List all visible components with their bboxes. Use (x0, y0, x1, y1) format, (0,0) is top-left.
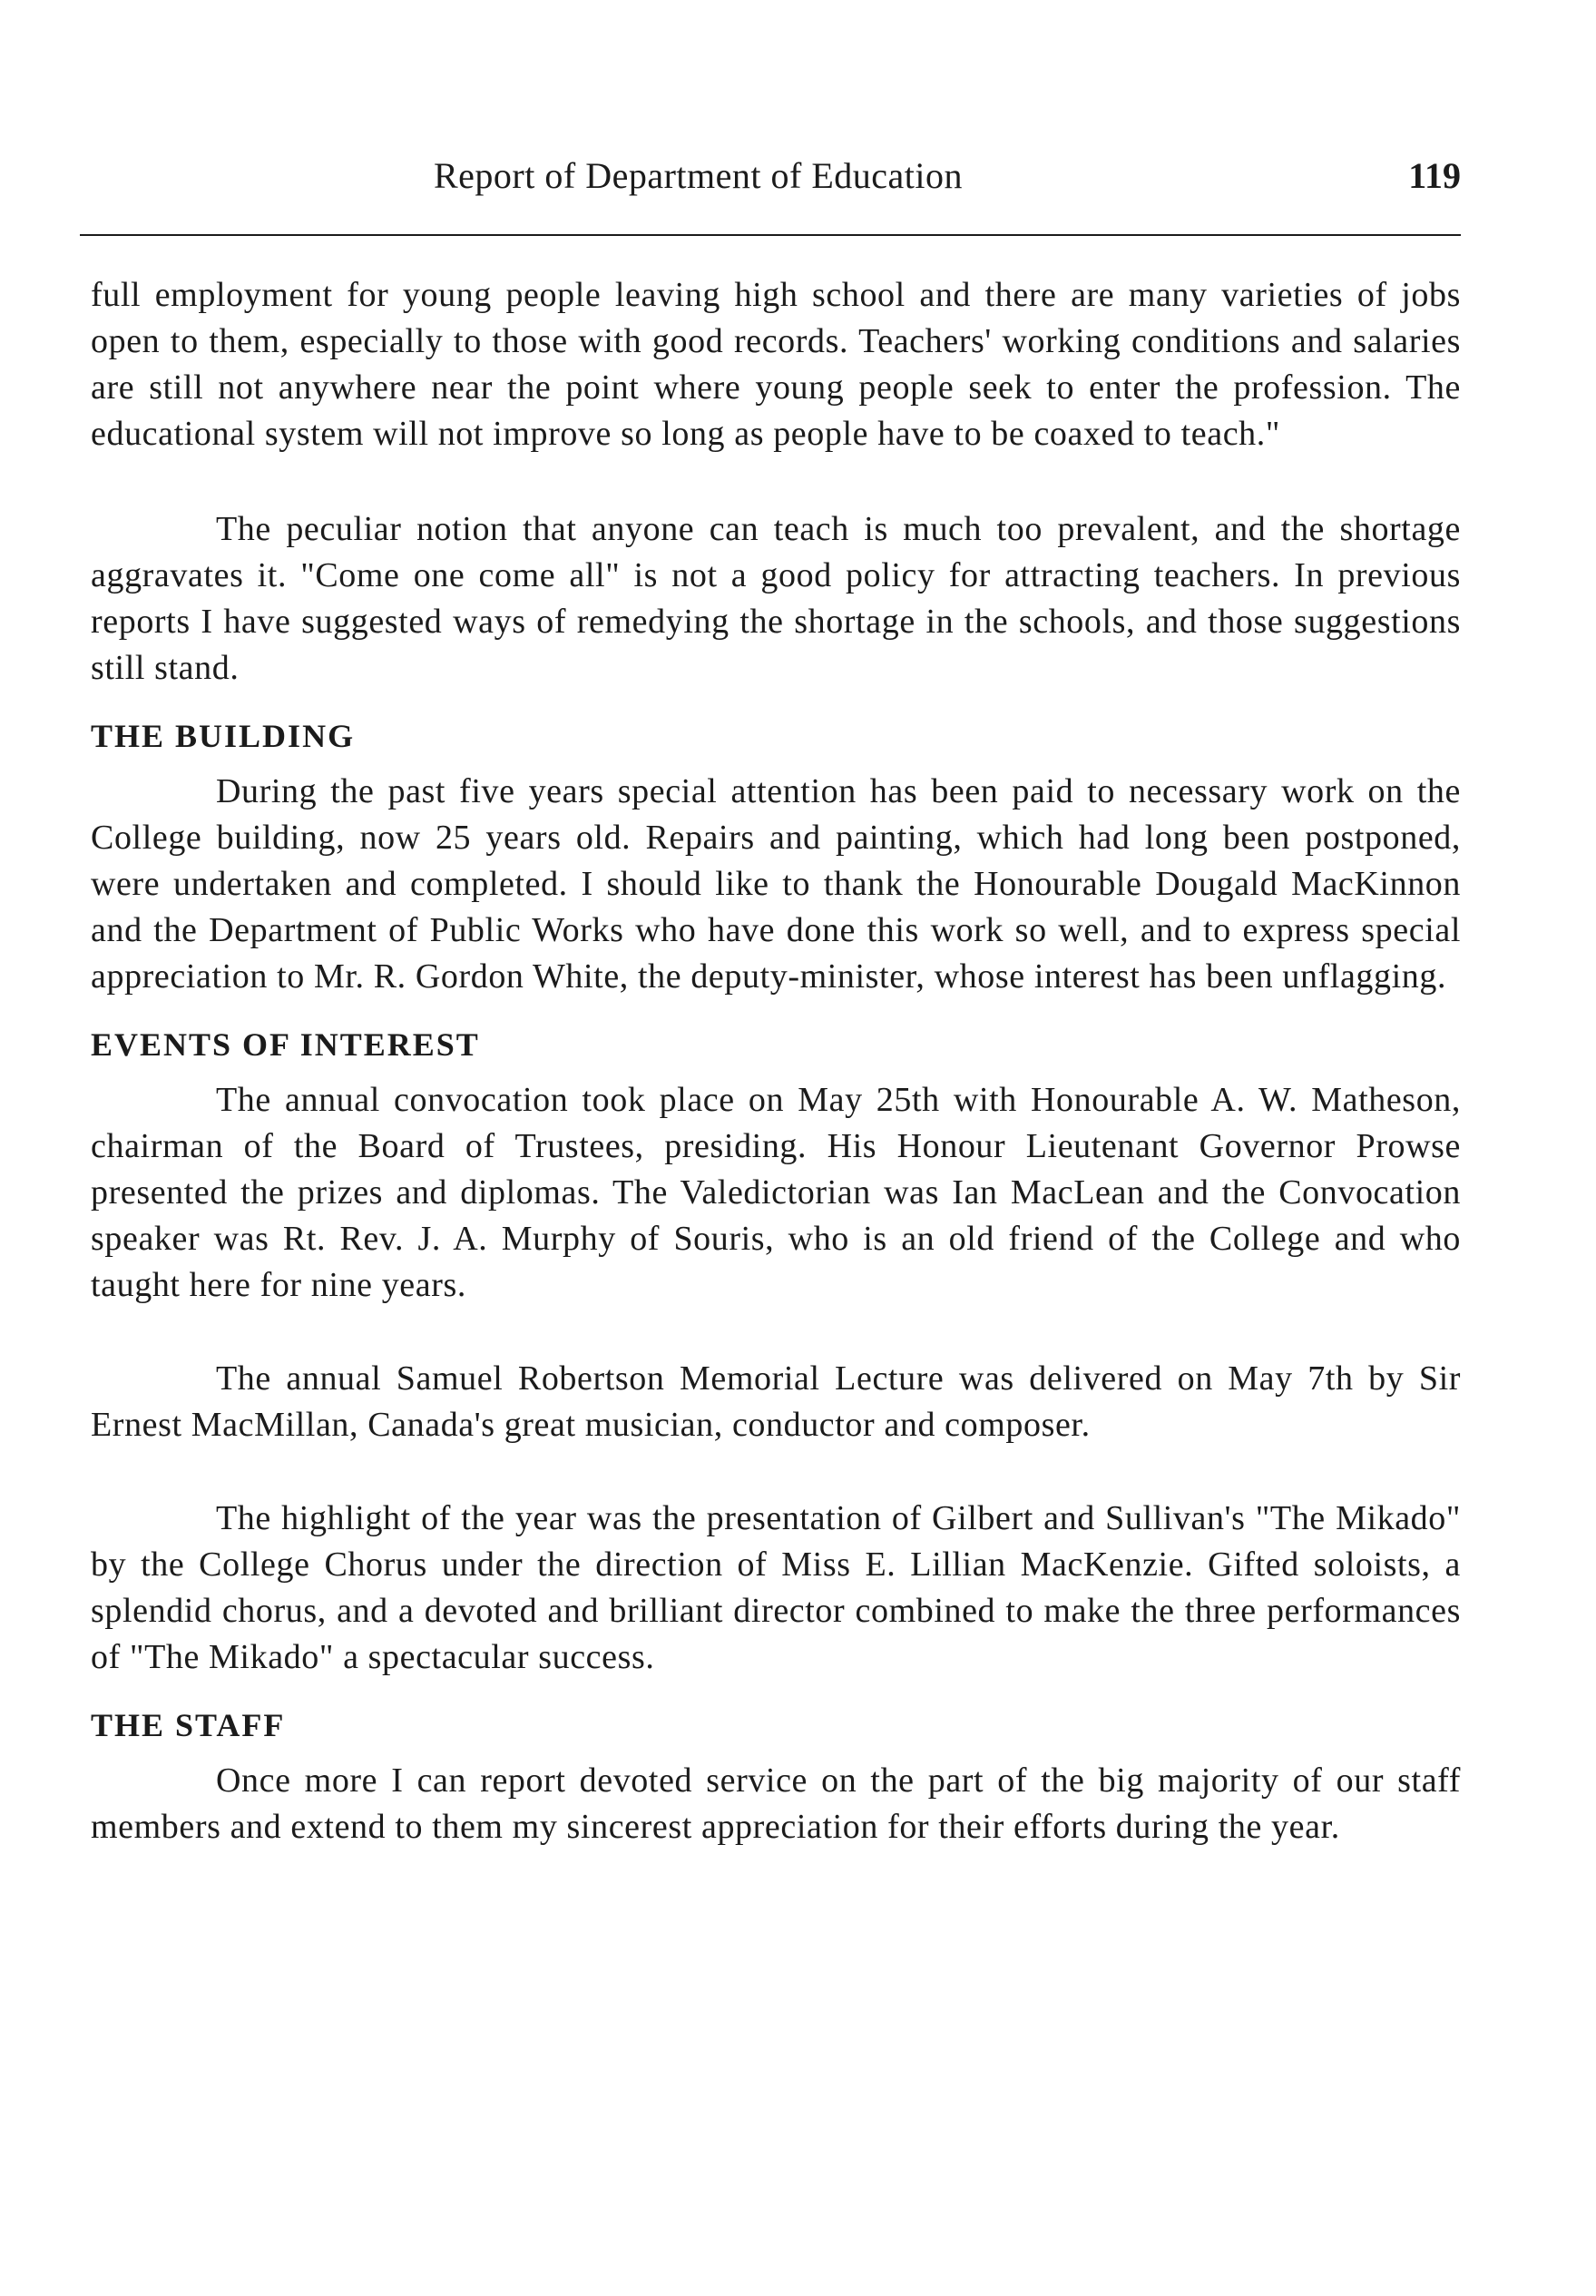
page-header (80, 154, 1461, 209)
running-title: Report of Department of Education (434, 155, 963, 196)
shortage-paragraph: The peculiar notion that anyone can teach is much too prevalent, and the shortage aggravates it. "Come one come all" is not a good policy for attracting teachers. In previous reports I have suggested ways of remedying the shortage in the schools, and those suggestions still stand. (91, 510, 1461, 687)
convocation-paragraph: The annual convocation took place on May 25th with Honourable A. W. Matheson, chairman of the Board of Trustees, presiding. His Honour Lieutenant Governor Prowse presented the prizes and diplomas. The Valedictorian was Ian MacLean and the Convocation speaker was Rt. Rev. J. A. Murphy of Souris, who is an old friend of the College and who taught here for nine years. (91, 1081, 1461, 1304)
staff-paragraph: Once more I can report devoted service on the part of the big majority of our staff members and extend to them my sincerest appreciation for their efforts during the year. (91, 1761, 1461, 1846)
page-body (91, 272, 1461, 1850)
section-heading-events: EVENTS OF INTEREST (91, 1026, 480, 1063)
header-rule (80, 234, 1461, 236)
mikado-paragraph: The highlight of the year was the presentation of Gilbert and Sullivan's "The Mikado" by the College Chorus under the direction of Miss E. Lillian MacKenzie. Gifted soloists, a splendid chorus, and a devoted and brilliant director combined to make the three performances of "The Mikado" a spectacular success. (91, 1499, 1461, 1676)
continuation-paragraph: full employment for young people leaving high school and there are many varieties of jobs open to them, especially to those with good records. Teachers' working conditions and salaries are still not anywhere near the point where young people seek to enter the profession. The educational system will not improve so long as people have to be coaxed to teach." (91, 276, 1461, 453)
section-heading-staff: THE STAFF (91, 1707, 286, 1743)
section-heading-building: THE BUILDING (91, 718, 356, 754)
page-number: 119 (1408, 155, 1461, 196)
building-paragraph: During the past five years special attention has been paid to necessary work on the College building, now 25 years old. Repairs and painting, which had long been postponed, were undertaken and completed. I should like to thank the Honourable Dougald MacKinnon and the Department of Public Works who have done this work so well, and to express special appreciation to Mr. R. Gordon White, the deputy-minister, whose interest has been unflagging. (91, 772, 1461, 996)
lecture-paragraph: The annual Samuel Robertson Memorial Lecture was delivered on May 7th by Sir Ernest MacMillan, Canada's great musician, conductor and composer. (91, 1359, 1461, 1444)
